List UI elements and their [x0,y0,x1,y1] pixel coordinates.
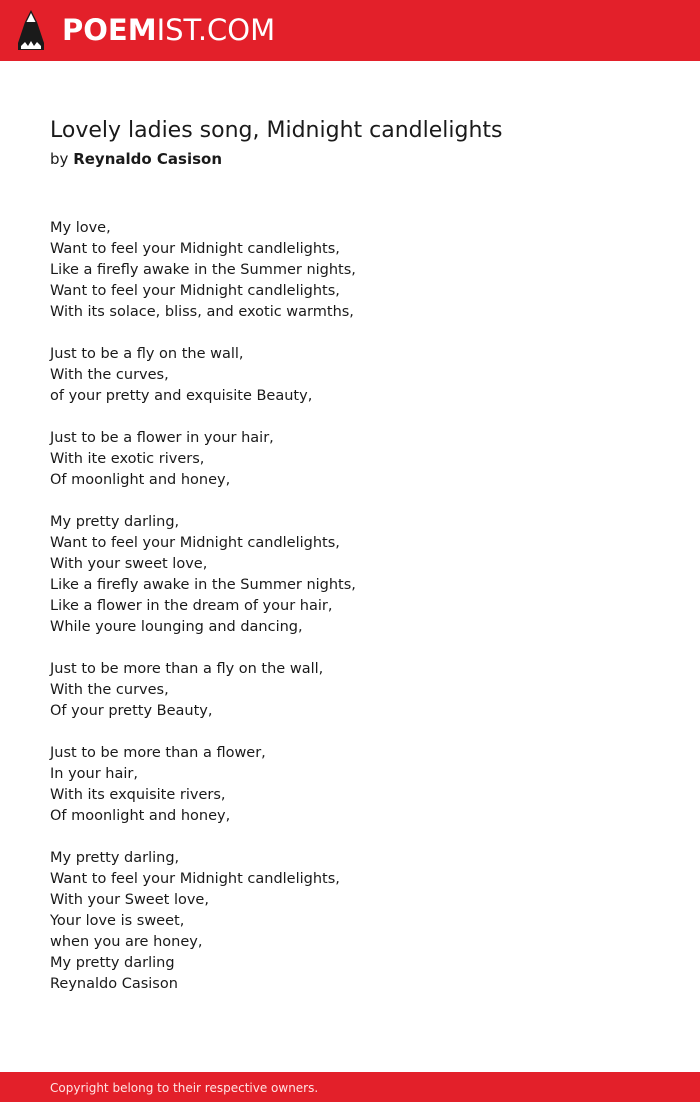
poem-byline [50,148,222,170]
poem-author: Reynaldo Casison [73,150,223,168]
poem-line: Like a flower in the dream of your hair, [50,598,333,614]
poem-line: My pretty darling [50,955,175,971]
poem-body [50,218,650,1016]
poem-line: Just to be a flower in your hair, [50,430,274,446]
poem-line: Reynaldo Casison [50,976,178,992]
poem-line: Just to be a fly on the wall, [50,346,244,362]
poem-line: While youre lounging and dancing, [50,619,303,635]
poem-line: Want to feel your Midnight candlelights, [50,283,340,299]
poem-line: Of your pretty Beauty, [50,703,213,719]
site-header [0,0,700,61]
poem-line: Of moonlight and honey, [50,808,231,824]
poem-stanza [50,743,650,827]
poem-line: of your pretty and exquisite Beauty, [50,388,313,404]
poem-line: Like a firefly awake in the Summer nights, [50,262,356,278]
poem-stanza [50,659,650,722]
poem-line: In your hair, [50,766,138,782]
poem-line: Your love is sweet, [50,913,185,929]
poem-line: Want to feel your Midnight candlelights, [50,871,340,887]
poem-line: Of moonlight and honey, [50,472,231,488]
poem-line: Like a firefly awake in the Summer nights, [50,577,356,593]
poem-line: With ite exotic rivers, [50,451,205,467]
poem-line: Just to be more than a flower, [50,745,266,761]
logo-light-text: IST.COM [156,13,276,47]
poem-line: My love, [50,220,111,236]
poem-stanza [50,848,650,995]
copyright-text: Copyright belong to their respective owners. [50,1081,319,1095]
poem-stanza [50,344,650,407]
poem-line: My pretty darling, [50,514,180,530]
poem-line: Want to feel your Midnight candlelights, [50,241,340,257]
poem-title: Lovely ladies song, Midnight candlelights [50,118,503,143]
by-label: by [50,150,69,168]
poem-line: Just to be more than a fly on the wall, [50,661,324,677]
site-logo[interactable] [62,13,275,47]
poem-stanza [50,512,650,638]
poem-stanza [50,428,650,491]
poem-line: With its solace, bliss, and exotic warmths, [50,304,354,320]
poem-line: Want to feel your Midnight candlelights, [50,535,340,551]
poem-line: My pretty darling, [50,850,180,866]
logo-bold-text: POEM [62,13,157,47]
poem-line: With its exquisite rivers, [50,787,226,803]
poem-line: With your Sweet love, [50,892,209,908]
poem-line: With the curves, [50,367,169,383]
poem-line: With your sweet love, [50,556,208,572]
poem-stanza [50,218,650,323]
poem-line: when you are honey, [50,934,203,950]
poem-line: With the curves, [50,682,169,698]
site-footer [0,1072,700,1102]
pen-nib-icon[interactable] [17,10,45,51]
